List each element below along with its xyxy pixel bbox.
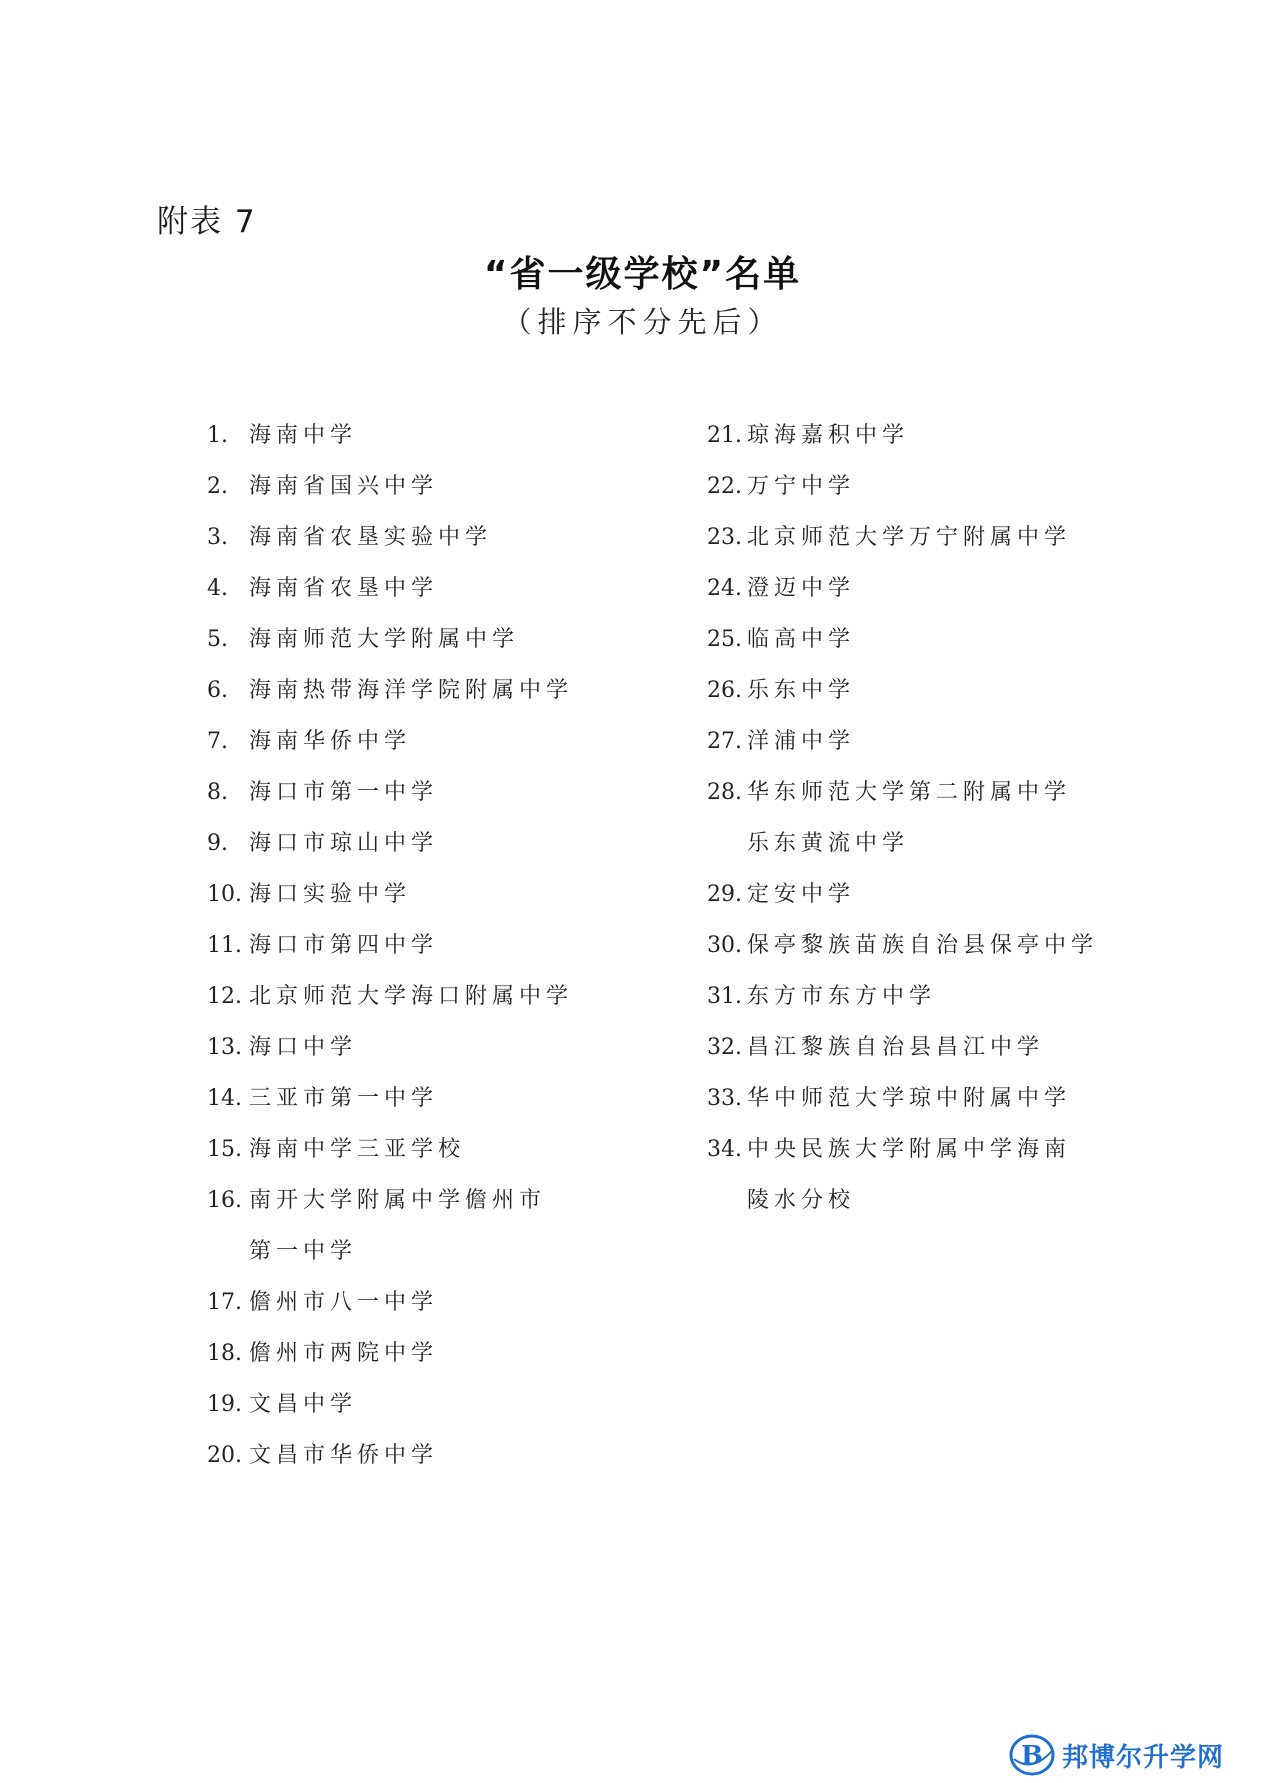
school-name: 海口实验中学 xyxy=(249,882,412,907)
school-name: 文昌中学 xyxy=(249,1392,358,1417)
school-list-item xyxy=(707,869,1127,920)
school-name: 万宁中学 xyxy=(747,474,856,499)
school-number: 1. xyxy=(207,423,228,448)
school-number: 21. xyxy=(707,423,742,448)
school-name: 海口市琼山中学 xyxy=(249,831,439,856)
school-name: 文昌市华侨中学 xyxy=(249,1443,439,1468)
school-name-wrap xyxy=(249,563,438,614)
school-list-item xyxy=(207,665,667,716)
school-name-wrap xyxy=(249,665,573,716)
school-name: 北京师范大学万宁附属中学 xyxy=(747,525,1072,550)
school-list-item xyxy=(207,1073,667,1124)
school-name: 洋浦中学 xyxy=(747,729,856,754)
school-name: 海南华侨中学 xyxy=(249,729,412,754)
school-name: 海口市第四中学 xyxy=(249,933,439,958)
school-name-wrap xyxy=(249,1175,546,1277)
school-list-item xyxy=(207,1379,667,1430)
school-name-wrap xyxy=(249,920,438,971)
school-name: 东方市东方中学 xyxy=(747,984,937,1009)
school-number: 6. xyxy=(207,678,228,703)
school-name-wrap xyxy=(747,512,1071,563)
school-number: 16. xyxy=(207,1188,242,1213)
school-number: 19. xyxy=(207,1392,242,1417)
school-number: 26. xyxy=(707,678,742,703)
page-title: “省一级学校”名单 xyxy=(483,254,802,295)
school-name: 海南中学三亚学校 xyxy=(249,1137,466,1162)
site-watermark xyxy=(1008,1733,1224,1777)
school-name: 儋州市八一中学 xyxy=(249,1290,439,1315)
school-name-wrap xyxy=(249,461,438,512)
school-name-wrap xyxy=(249,1073,438,1124)
school-name-wrap xyxy=(249,869,411,920)
school-name: 海南中学 xyxy=(249,423,358,448)
school-name: 定安中学 xyxy=(747,882,856,907)
school-name-wrap xyxy=(249,1328,438,1379)
school-name-wrap xyxy=(249,818,438,869)
school-name: 澄迈中学 xyxy=(747,576,856,601)
school-list-item xyxy=(707,614,1127,665)
school-name: 琼海嘉积中学 xyxy=(747,423,910,448)
school-number: 17. xyxy=(207,1290,242,1315)
school-list-item xyxy=(207,461,667,512)
school-number: 24. xyxy=(707,576,742,601)
school-list-item xyxy=(207,1175,667,1277)
school-name: 海南省农垦实验中学 xyxy=(249,525,493,550)
school-name: 儋州市两院中学 xyxy=(249,1341,439,1366)
school-list-right xyxy=(707,410,1127,1226)
school-name: 海南师范大学附属中学 xyxy=(249,627,520,652)
school-list-item xyxy=(707,665,1127,716)
school-number: 20. xyxy=(207,1443,242,1468)
school-list-item xyxy=(707,563,1127,614)
school-list-item xyxy=(707,1022,1127,1073)
school-list-item xyxy=(207,920,667,971)
school-list-item xyxy=(707,716,1127,767)
school-name: 海口中学 xyxy=(249,1035,358,1060)
school-name-wrap xyxy=(249,1124,465,1175)
school-number: 33. xyxy=(707,1086,742,1111)
school-number: 15. xyxy=(207,1137,242,1162)
school-name-wrap xyxy=(249,410,357,461)
school-name: 中央民族大学附属中学海南 xyxy=(747,1137,1072,1162)
school-number: 9. xyxy=(207,831,228,856)
school-name: 昌江黎族自治县昌江中学 xyxy=(747,1035,1045,1060)
school-list-left xyxy=(207,410,667,1481)
school-name: 海南省国兴中学 xyxy=(249,474,439,499)
school-number: 32. xyxy=(707,1035,742,1060)
school-list-item xyxy=(707,1073,1127,1124)
school-list-item xyxy=(207,716,667,767)
school-list-item xyxy=(207,869,667,920)
school-number: 28. xyxy=(707,780,742,805)
school-number: 29. xyxy=(707,882,742,907)
school-name-wrap xyxy=(249,971,573,1022)
school-number: 31. xyxy=(707,984,742,1009)
appendix-label: 附表 7 xyxy=(157,204,257,240)
school-number: 23. xyxy=(707,525,742,550)
school-name: 三亚市第一中学 xyxy=(249,1086,439,1111)
school-name-wrap xyxy=(249,1379,357,1430)
school-number: 34. xyxy=(707,1137,742,1162)
school-number: 14. xyxy=(207,1086,242,1111)
school-number: 11. xyxy=(207,933,242,958)
school-list-item xyxy=(707,410,1127,461)
school-name-wrap xyxy=(747,920,1098,971)
school-name-wrap xyxy=(747,767,1071,869)
school-list-item xyxy=(207,1124,667,1175)
school-number: 8. xyxy=(207,780,228,805)
school-name-wrap xyxy=(249,1277,438,1328)
site-watermark-text: 邦博尔升学网 xyxy=(1062,1742,1225,1773)
school-name-wrap xyxy=(249,512,492,563)
school-name-wrap xyxy=(249,614,519,665)
school-name-wrap xyxy=(747,971,936,1022)
school-list-item xyxy=(707,971,1127,1022)
school-name: 南开大学附属中学儋州市 xyxy=(249,1188,547,1213)
school-list-item xyxy=(207,818,667,869)
school-list-item xyxy=(207,410,667,461)
site-logo-letter: B xyxy=(1021,1741,1043,1771)
school-list-item xyxy=(207,971,667,1022)
school-number: 12. xyxy=(207,984,242,1009)
school-number: 7. xyxy=(207,729,228,754)
school-list-item xyxy=(707,767,1127,869)
school-name-wrap xyxy=(747,869,855,920)
school-name-wrap xyxy=(747,665,855,716)
school-name: 保亭黎族苗族自治县保亭中学 xyxy=(747,933,1099,958)
school-list-item xyxy=(207,1277,667,1328)
school-name: 乐东中学 xyxy=(747,678,856,703)
school-name-wrap xyxy=(747,1073,1071,1124)
school-number: 10. xyxy=(207,882,242,907)
school-name: 华中师范大学琼中附属中学 xyxy=(747,1086,1072,1111)
school-number: 2. xyxy=(207,474,228,499)
school-name-wrap xyxy=(747,563,855,614)
school-list-item xyxy=(707,1124,1127,1226)
school-name-wrap xyxy=(747,1022,1044,1073)
school-number: 30. xyxy=(707,933,742,958)
page-subtitle: （排序不分先后） xyxy=(502,305,783,339)
school-name-continued: 乐东黄流中学 xyxy=(747,831,910,856)
school-name-continued: 第一中学 xyxy=(249,1239,358,1264)
school-list-item xyxy=(707,920,1127,971)
school-name-wrap xyxy=(249,716,411,767)
school-name-wrap xyxy=(747,410,909,461)
school-name-continued: 陵水分校 xyxy=(747,1188,856,1213)
school-number: 3. xyxy=(207,525,228,550)
school-number: 5. xyxy=(207,627,228,652)
school-number: 27. xyxy=(707,729,742,754)
school-name-wrap xyxy=(249,1022,357,1073)
school-name-wrap xyxy=(747,461,855,512)
school-name: 海口市第一中学 xyxy=(249,780,439,805)
school-list-item xyxy=(207,1328,667,1379)
school-name: 华东师范大学第二附属中学 xyxy=(747,780,1072,805)
school-name-wrap xyxy=(747,1124,1071,1226)
school-name: 海南省农垦中学 xyxy=(249,576,439,601)
school-list-item xyxy=(207,1022,667,1073)
school-list-item xyxy=(707,461,1127,512)
school-name: 海南热带海洋学院附属中学 xyxy=(249,678,574,703)
school-number: 13. xyxy=(207,1035,242,1060)
school-name-wrap xyxy=(249,767,438,818)
school-name: 临高中学 xyxy=(747,627,856,652)
school-number: 25. xyxy=(707,627,742,652)
school-list-item xyxy=(207,767,667,818)
school-list-item xyxy=(207,614,667,665)
school-number: 18. xyxy=(207,1341,242,1366)
school-name-wrap xyxy=(747,614,855,665)
school-name: 北京师范大学海口附属中学 xyxy=(249,984,574,1009)
school-list-item xyxy=(707,512,1127,563)
school-name-wrap xyxy=(249,1430,438,1481)
school-list-item xyxy=(207,512,667,563)
school-name-wrap xyxy=(747,716,855,767)
school-number: 4. xyxy=(207,576,228,601)
school-list-item xyxy=(207,1430,667,1481)
school-list-item xyxy=(207,563,667,614)
school-number: 22. xyxy=(707,474,742,499)
site-logo-icon xyxy=(1008,1733,1056,1777)
